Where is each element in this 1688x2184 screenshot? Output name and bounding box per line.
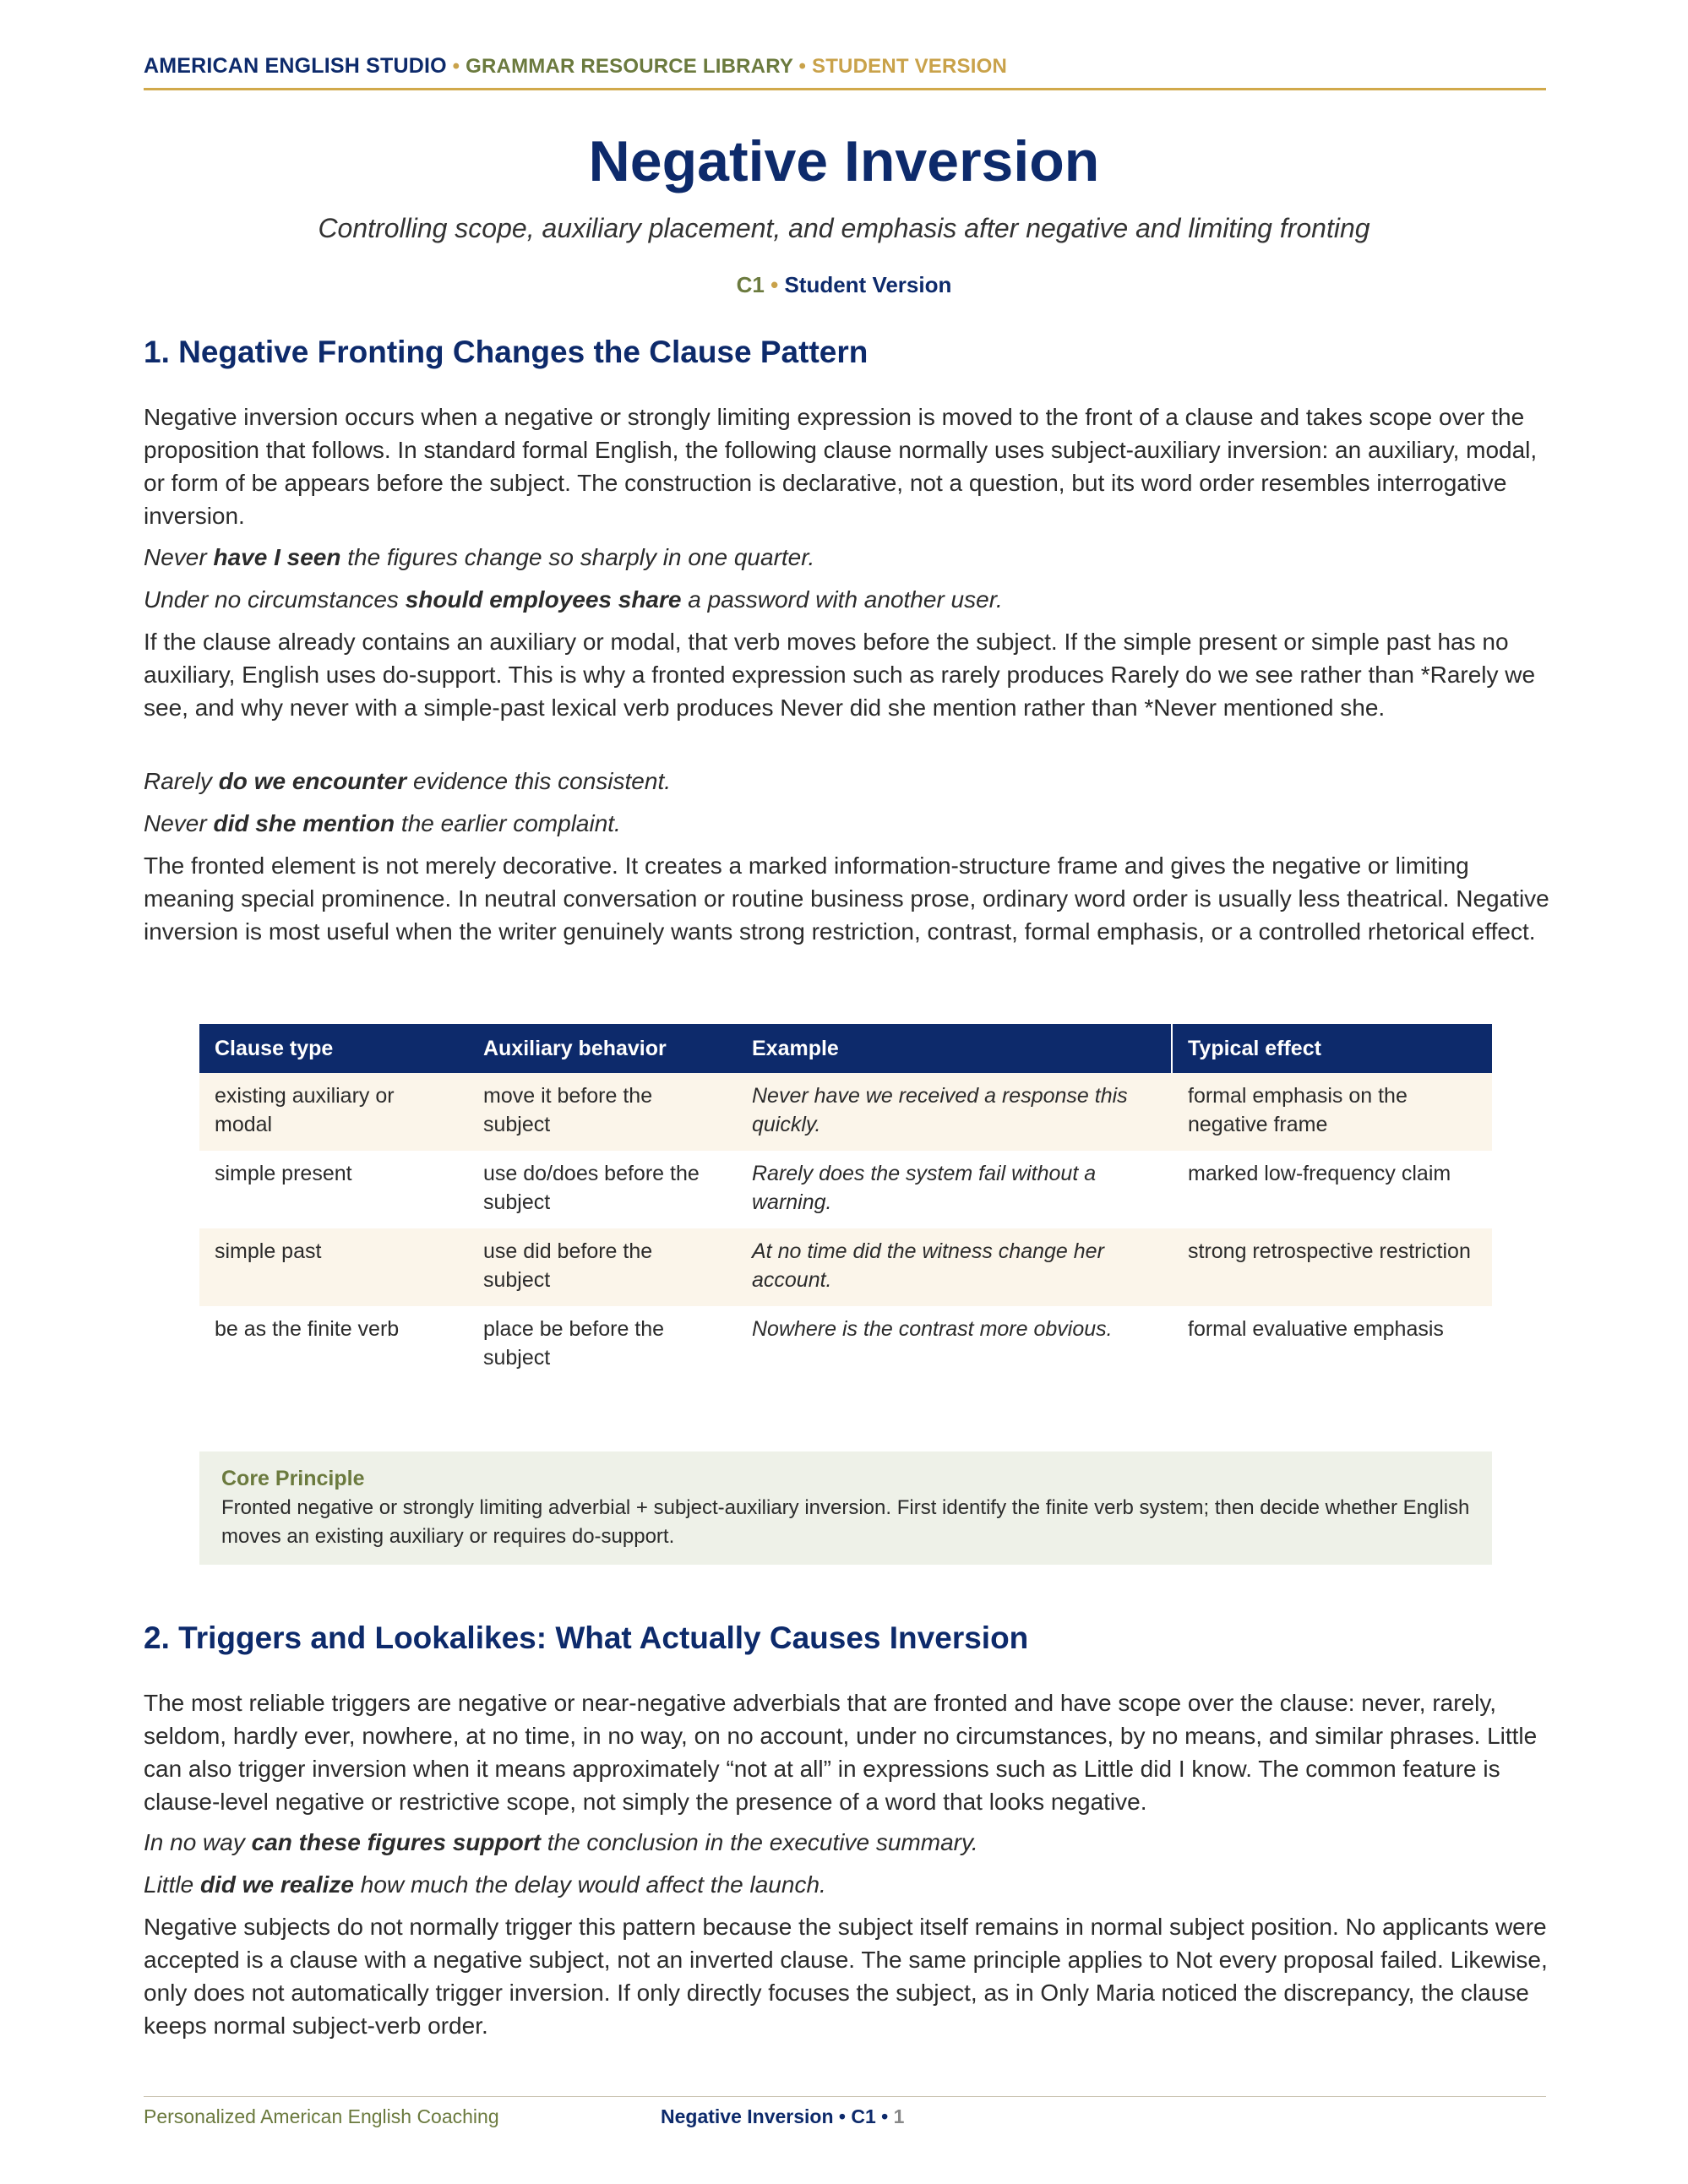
section-2-paragraph-2: Negative subjects do not normally trigger this pattern because the subject itself remains in normal subject position. No applicants were accepted is a clause with a negative subject, not an inverted clause. The same principle applies to Not every proposal failed. Likewise, only does not automatically trigger inversion. If only directly focuses the subject, as in Only Maria noticed the discrepancy, the clause keeps normal subject-verb order. [144, 1914, 1548, 2039]
example-sentence: Never did she mention the earlier complaint. [144, 810, 621, 836]
table-cell: At no time did the witness change her account. [737, 1228, 1173, 1306]
table-cell: formal evaluative emphasis [1188, 1317, 1444, 1341]
core-principle-text: Fronted negative or strongly limiting adverbial + subject-auxiliary inversion. First identify the finite verb system; then decide whether English moves an existing auxiliary or requires do-support. [221, 1496, 1470, 1548]
table-row [199, 1073, 1492, 1151]
table-cell: Rarely does the system fail without a warning. [752, 1162, 1097, 1214]
footer-center-text [661, 2105, 904, 2128]
example-sentence: Little did we realize how much the delay would affect the launch. [144, 1871, 826, 1898]
table-row [199, 1228, 1492, 1306]
table-header-cell: Clause type [199, 1024, 468, 1073]
table-cell: formal emphasis on the negative frame [1173, 1073, 1492, 1151]
footer-divider [144, 2096, 1546, 2097]
table-cell: Nowhere is the contrast more obvious. [752, 1317, 1113, 1341]
table-cell: place be before the subject [483, 1317, 665, 1370]
header-separator: • [452, 55, 460, 78]
section-1-paragraph-1: Negative inversion occurs when a negative or strongly limiting expression is moved to the front of a clause and takes scope over the proposition that follows. In standard formal English, the following clause normally uses subject-auxiliary inversion: an auxiliary, modal, or form of be appears before the subject. The construction is declarative, not a question, but its word order resembles interrogative inversion. [144, 404, 1538, 529]
example-sentence: Never have I seen the figures change so sharply in one quarter. [144, 544, 815, 570]
level-line [0, 272, 1688, 298]
table-cell: be as the finite verb [215, 1317, 400, 1341]
header-divider [144, 88, 1546, 90]
footer-separator: • [881, 2105, 889, 2127]
header-library: GRAMMAR RESOURCE LIBRARY [466, 55, 793, 78]
section-1-paragraph-2: If the clause already contains an auxiliary or modal, that verb moves before the subject. If the simple present or simple past has no auxiliary, English uses do-support. This is why a fronted expression such as rarely produces Rarely do we see rather than *Rarely we see, and why never with a simple-past lexical verb produces Never did she mention rather than *Never mentioned she. [144, 629, 1536, 721]
clause-type-table [199, 1024, 1492, 1384]
section-1-paragraph-3: The fronted element is not merely decorative. It creates a marked information-structure frame and gives the negative or limiting meaning special prominence. In neutral conversation or routine business prose, ordinary word order is usually less theatrical. Negative inversion is most useful when the writer genuinely wants strong restriction, contrast, formal emphasis, or a controlled rhetorical effect. [144, 852, 1549, 945]
table-header-cell: Auxiliary behavior [468, 1024, 737, 1073]
page-header [144, 54, 1546, 79]
table-cell: existing auxiliary or modal [199, 1073, 468, 1151]
level-code: C1 [736, 272, 765, 297]
core-principle-title: Core Principle [221, 1467, 365, 1490]
table-row [199, 1151, 1492, 1228]
section-1-heading: 1. Negative Fronting Changes the Clause Pattern [144, 335, 869, 369]
header-separator: • [798, 55, 807, 78]
page-title: Negative Inversion [588, 129, 1100, 193]
level-version: Student Version [784, 272, 952, 297]
example-sentence: Rarely do we encounter evidence this consistent. [144, 768, 672, 794]
table-row [199, 1306, 1492, 1384]
table-cell: strong retrospective restriction [1173, 1228, 1492, 1306]
footer-title: Negative Inversion [661, 2105, 834, 2127]
example-sentence: Under no circumstances should employees share a password with another user. [144, 586, 1003, 613]
page-number: 1 [893, 2105, 905, 2127]
footer-left-text: Personalized American English Coaching [144, 2105, 499, 2127]
table-cell: move it before the subject [468, 1073, 737, 1151]
footer-level: C1 [851, 2105, 876, 2127]
table-header-row [199, 1024, 1492, 1073]
level-separator: • [770, 272, 779, 297]
table-cell: Never have we received a response this quickly. [737, 1073, 1173, 1151]
footer-separator: • [838, 2105, 846, 2127]
table-header-cell: Typical effect [1173, 1024, 1492, 1073]
table-cell: use did before the subject [468, 1228, 737, 1306]
header-version: STUDENT VERSION [811, 55, 1008, 78]
example-sentence: In no way can these figures support the conclusion in the executive summary. [144, 1829, 978, 1855]
core-principle-box [199, 1451, 1492, 1565]
header-brand: AMERICAN ENGLISH STUDIO [144, 54, 447, 78]
table-header-cell: Example [737, 1024, 1173, 1073]
table-cell: use do/does before the subject [483, 1162, 700, 1214]
table-cell: simple past [199, 1228, 468, 1306]
page-subtitle: Controlling scope, auxiliary placement, and emphasis after negative and limiting fronting [318, 213, 1370, 243]
table-cell: simple present [215, 1162, 352, 1185]
section-2-paragraph-1: The most reliable triggers are negative or near-negative adverbials that are fronted and have scope over the clause: never, rarely, seldom, hardly ever, nowhere, at no time, in no way, on no account, under no circumstances, by no means, and similar phrases. Little can also trigger inversion when it means approximately “not at all” in expressions such as Little did I know. The common feature is clause-level negative or restrictive scope, not simply the presence of a word that looks negative. [144, 1690, 1538, 1815]
section-2-heading: 2. Triggers and Lookalikes: What Actually Causes Inversion [144, 1620, 1029, 1655]
table-cell: marked low-frequency claim [1188, 1162, 1451, 1185]
